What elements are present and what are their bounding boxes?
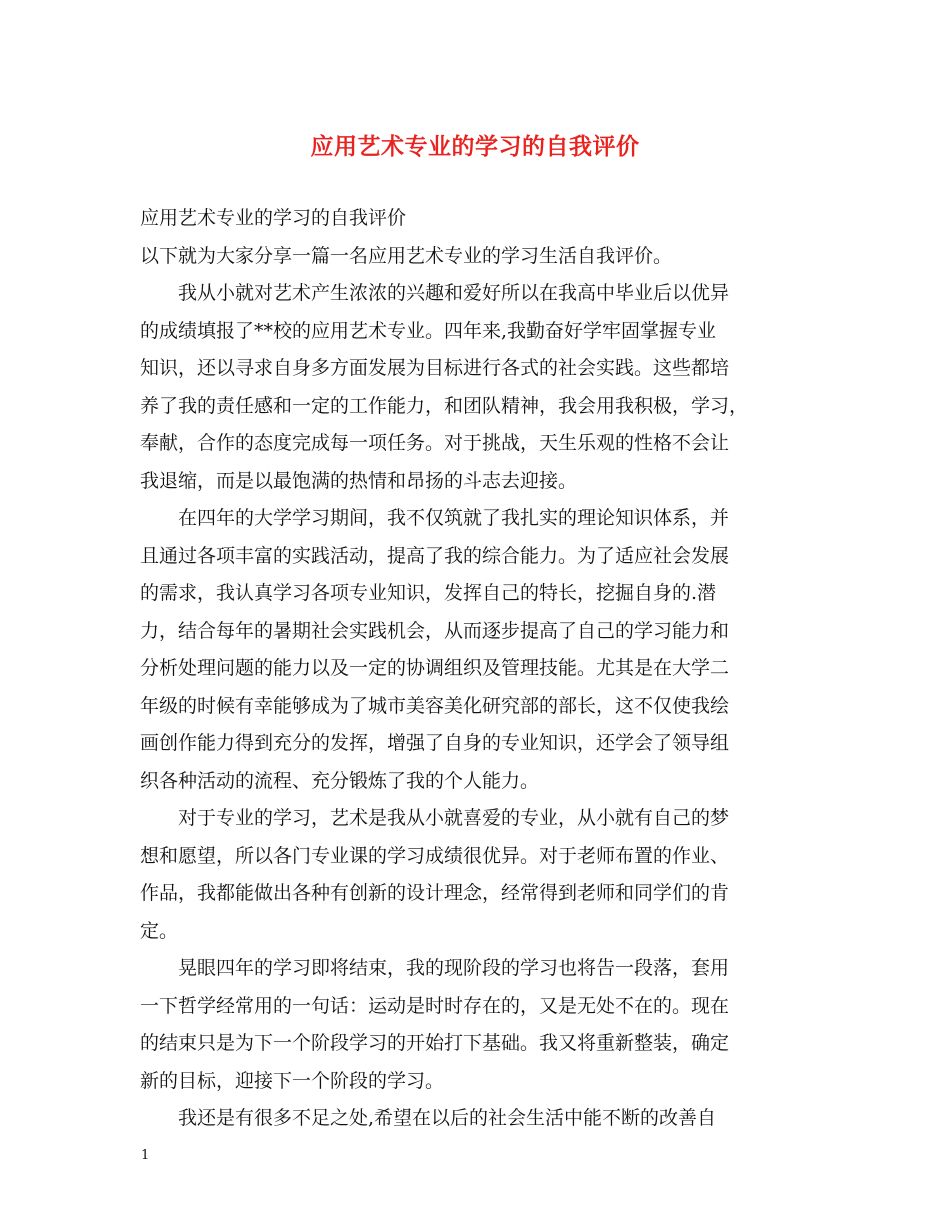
- page-title: 应用艺术专业的学习的自我评价: [310, 133, 640, 160]
- paragraph-3: [140, 800, 820, 950]
- paragraph-line: 且通过各项丰富的实践活动，提高了我的综合能力。为了适应社会发展: [140, 544, 730, 567]
- page-number: 1: [141, 1148, 150, 1163]
- paragraph-2: [140, 500, 820, 800]
- paragraph-line: 在四年的大学学习期间，我不仅筑就了我扎实的理论知识体系，并: [178, 507, 730, 529]
- paragraph-line: 知识，还以寻求自身多方面发展为目标进行各式的社会实践。这些都培: [140, 357, 730, 379]
- document-body: [140, 200, 820, 1138]
- paragraph-line: 养了我的责任感和一定的工作能力，和团队精神，我会用我积极，学习，: [140, 394, 749, 417]
- paragraph-line: 我从小就对艺术产生浓浓的兴趣和爱好所以在我高中毕业后以优异: [178, 282, 730, 304]
- paragraph-line: 新的目标，迎接下一个阶段的学习。: [140, 1069, 445, 1092]
- paragraph-line: 我还是有很多不足之处,希望在以后的社会生活中能不断的改善自: [178, 1107, 717, 1129]
- paragraph-4: [140, 950, 820, 1100]
- subtitle-line: 应用艺术专业的学习的自我评价: [140, 207, 407, 229]
- paragraph-line: 织各种活动的流程、充分锻炼了我的个人能力。: [140, 769, 540, 792]
- paragraph-line: 晃眼四年的学习即将结束，我的现阶段的学习也将告一段落，套用: [178, 957, 730, 979]
- paragraph-line: 的成绩填报了**校的应用艺术专业。四年来,我勤奋好学牢固掌握专业: [140, 319, 717, 342]
- paragraph-line: 作品，我都能做出各种有创新的设计理念，经常得到老师和同学们的肯: [140, 882, 730, 904]
- paragraph-line: 分析处理问题的能力以及一定的协调组织及管理技能。尤其是在大学二: [140, 657, 730, 679]
- paragraph-line: 的需求，我认真学习各项专业知识，发挥自己的特长，挖掘自身的.潜: [140, 582, 717, 604]
- intro-line: 以下就为大家分享一篇一名应用艺术专业的学习生活自我评价。: [140, 244, 673, 267]
- paragraph-line: 年级的时候有幸能够成为了城市美容美化研究部的部长，这不仅使我绘: [140, 694, 730, 717]
- paragraph-line: 画创作能力得到充分的发挥，增强了自身的专业知识，还学会了领导组: [140, 732, 730, 754]
- paragraph-1: [140, 275, 820, 500]
- paragraph-line: 对于专业的学习，艺术是我从小就喜爱的专业，从小就有自己的梦: [178, 807, 730, 829]
- paragraph-line: 的结束只是为下一个阶段学习的开始打下基础。我又将重新整装，确定: [140, 1032, 730, 1054]
- paragraph-line: 奉献，合作的态度完成每一项任务。对于挑战，天生乐观的性格不会让: [140, 432, 730, 454]
- paragraph-5: [140, 1100, 820, 1138]
- paragraph-line: 想和愿望，所以各门专业课的学习成绩很优异。对于老师布置的作业、: [140, 844, 730, 867]
- paragraph-line: 定。: [140, 919, 179, 942]
- paragraph-line: 一下哲学经常用的一句话：运动是时时存在的，又是无处不在的。现在: [140, 994, 730, 1017]
- paragraph-line: 我退缩，而是以最饱满的热情和昂扬的斗志去迎接。: [140, 469, 578, 492]
- paragraph-line: 力，结合每年的暑期社会实践机会，从而逐步提高了自己的学习能力和: [140, 619, 730, 642]
